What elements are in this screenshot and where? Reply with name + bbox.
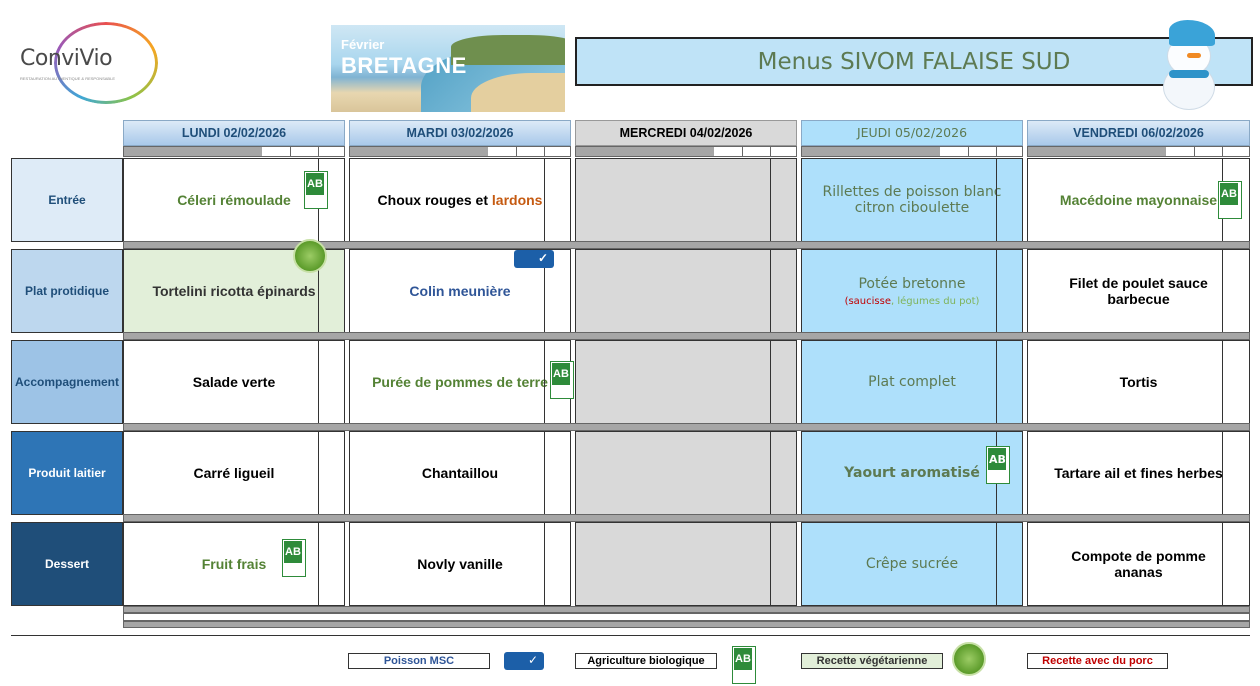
msc-icon <box>514 250 554 268</box>
bottom-rule <box>11 635 1250 636</box>
snowman-icon <box>1143 18 1235 110</box>
menu-cell: Filet de poulet sauce barbecue <box>1027 249 1250 333</box>
menu-cell: Tortis <box>1027 340 1250 424</box>
sub-strip <box>123 146 345 157</box>
sub-strip <box>575 146 797 157</box>
menu-cell: Purée de pommes de terre AB <box>349 340 571 424</box>
bio-icon <box>282 539 306 577</box>
row-separator <box>123 241 1250 249</box>
menu-cell: Chantaillou <box>349 431 571 515</box>
sub-strip <box>1027 146 1250 157</box>
bio-icon <box>304 171 328 209</box>
banner-month: Février <box>341 37 385 52</box>
row-label-laitier: Produit laitier <box>11 431 123 515</box>
vegetarian-icon <box>293 239 327 273</box>
menu-cell: Tortelini ricotta épinards <box>123 249 345 333</box>
bottom-strip <box>123 621 1250 628</box>
menu-cell: Céleri rémoulade AB <box>123 158 345 242</box>
sub-strip <box>349 146 571 157</box>
menu-cell: Carré ligueil <box>123 431 345 515</box>
brand-name: ConviVio <box>20 46 113 71</box>
bottom-strip <box>123 613 1250 621</box>
row-label-dessert: Dessert <box>11 522 123 606</box>
bio-icon <box>550 361 574 399</box>
row-separator <box>123 514 1250 522</box>
menu-cell: Compote de pomme ananas <box>1027 522 1250 606</box>
legend-pork: Recette avec du porc <box>1027 653 1168 669</box>
bretagne-banner <box>331 25 565 112</box>
row-separator <box>123 332 1250 340</box>
vegetarian-icon <box>952 642 986 676</box>
legend-msc: Poisson MSC <box>348 653 490 669</box>
menu-cell-empty <box>575 522 797 606</box>
bio-icon <box>732 646 756 684</box>
menu-cell: Crêpe sucrée <box>801 522 1023 606</box>
menu-title: Menus SIVOM FALAISE SUD <box>757 49 1071 75</box>
bio-icon <box>1218 181 1242 219</box>
menu-cell: Tartare ail et fines herbes <box>1027 431 1250 515</box>
menu-cell: Plat complet <box>801 340 1023 424</box>
day-header-jeudi: JEUDI 05/02/2026 <box>801 120 1023 146</box>
menu-cell-empty <box>575 249 797 333</box>
menu-cell: Potée bretonne (saucisse, légumes du pot) <box>801 249 1023 333</box>
menu-cell: Novly vanille <box>349 522 571 606</box>
legend-veg: Recette végétarienne <box>801 653 943 669</box>
bio-icon <box>986 446 1010 484</box>
menu-cell: Macédoine mayonnaise AB <box>1027 158 1250 242</box>
menu-cell: Salade verte <box>123 340 345 424</box>
row-label-accompagnement: Accompagnement <box>11 340 123 424</box>
convivio-logo <box>14 22 144 102</box>
row-label-entree: Entrée <box>11 158 123 242</box>
legend-bio: Agriculture biologique <box>575 653 717 669</box>
banner-region: BRETAGNE <box>341 53 467 78</box>
brand-tagline: RESTAURATION AUTHENTIQUE & RESPONSABLE <box>20 76 115 81</box>
menu-cell: Choux rouges et lardons <box>349 158 571 242</box>
day-header-mercredi: MERCREDI 04/02/2026 <box>575 120 797 146</box>
menu-cell: Colin meunière ✓ <box>349 249 571 333</box>
menu-cell: Rillettes de poisson blanc citron ciboulette <box>801 158 1023 242</box>
sub-strip <box>801 146 1023 157</box>
menu-cell-empty <box>575 340 797 424</box>
msc-icon <box>504 652 544 670</box>
menu-cell-empty <box>575 431 797 515</box>
menu-cell: Fruit frais AB <box>123 522 345 606</box>
day-header-vendredi: VENDREDI 06/02/2026 <box>1027 120 1250 146</box>
row-label-plat: Plat protidique <box>11 249 123 333</box>
row-separator <box>123 423 1250 431</box>
day-header-lundi: LUNDI 02/02/2026 <box>123 120 345 146</box>
bottom-strip <box>123 606 1250 613</box>
menu-cell: Yaourt aromatisé AB <box>801 431 1023 515</box>
day-header-mardi: MARDI 03/02/2026 <box>349 120 571 146</box>
cliff-shape <box>451 35 565 65</box>
menu-cell-empty <box>575 158 797 242</box>
